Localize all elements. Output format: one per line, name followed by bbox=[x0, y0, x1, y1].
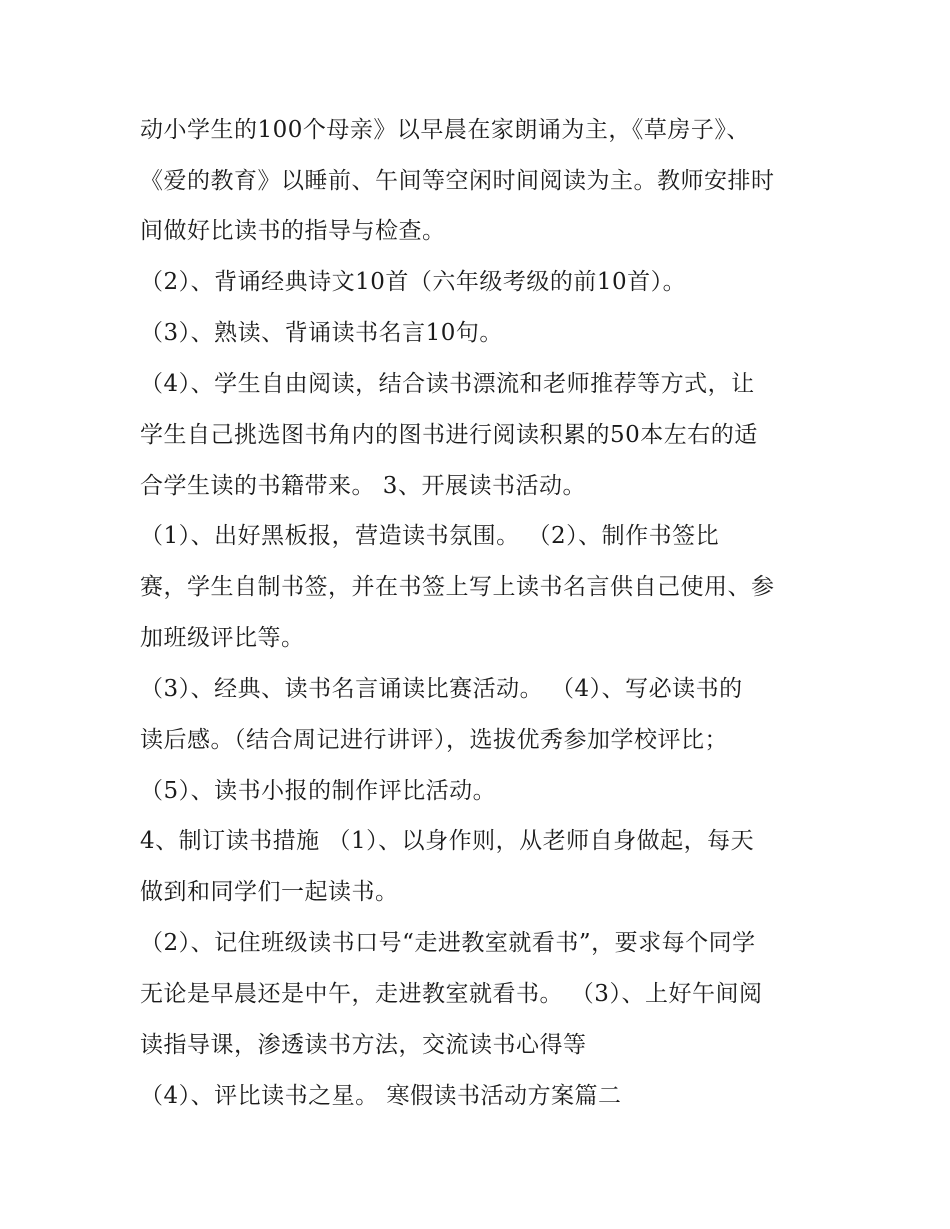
paragraph-line: 学生自己挑选图书角内的图书进行阅读积累的50本左右的适 bbox=[140, 422, 758, 448]
paragraph-line: 合学生读的书籍带来。 3、开展读书活动。 bbox=[140, 473, 586, 499]
paragraph-line: 做到和同学们一起读书。 bbox=[140, 879, 399, 905]
paragraph-line: 无论是早晨还是中午，走进教室就看书。 （3）、上好午间阅 bbox=[140, 981, 763, 1007]
paragraph-line: 读后感。（结合周记进行讲评），选拔优秀参加学校评比； bbox=[140, 727, 728, 753]
paragraph-line: （4）、学生自由阅读，结合读书漂流和老师推荐等方式，让 bbox=[140, 371, 755, 397]
paragraph-line: 《爱的教育》以睡前、午间等空闲时间阅读为主。教师安排时 bbox=[140, 168, 775, 194]
paragraph-line: 赛，学生自制书签，并在书签上写上读书名言供自己使用、参 bbox=[140, 574, 775, 600]
paragraph-line: （4）、评比读书之星。 寒假读书活动方案篇二 bbox=[140, 1083, 622, 1109]
paragraph-line: （3）、熟读、背诵读书名言10句。 bbox=[140, 320, 503, 346]
paragraph-line: 动小学生的100个母亲》以早晨在家朗诵为主，《草房子》、 bbox=[140, 117, 750, 143]
paragraph-line: 间做好比读书的指导与检查。 bbox=[140, 218, 446, 244]
paragraph-line: 4、制订读书措施 （1）、以身作则，从老师自身做起，每天 bbox=[140, 828, 755, 854]
paragraph-line: （3）、经典、读书名言诵读比赛活动。 （4）、写必读书的 bbox=[140, 676, 743, 702]
paragraph-line: （1）、出好黑板报，营造读书氛围。 （2）、制作书签比 bbox=[140, 523, 720, 549]
paragraph-line: （5）、读书小报的制作评比活动。 bbox=[140, 778, 497, 804]
paragraph-line: 加班级评比等。 bbox=[140, 625, 305, 651]
paragraph-line: （2）、记住班级读书口号“走进教室就看书”，要求每个同学 bbox=[140, 930, 756, 956]
paragraph-line: （2）、背诵经典诗文10首（六年级考级的前10首）。 bbox=[140, 269, 687, 295]
paragraph-line: 读指导课，渗透读书方法，交流读书心得等 bbox=[140, 1032, 587, 1058]
